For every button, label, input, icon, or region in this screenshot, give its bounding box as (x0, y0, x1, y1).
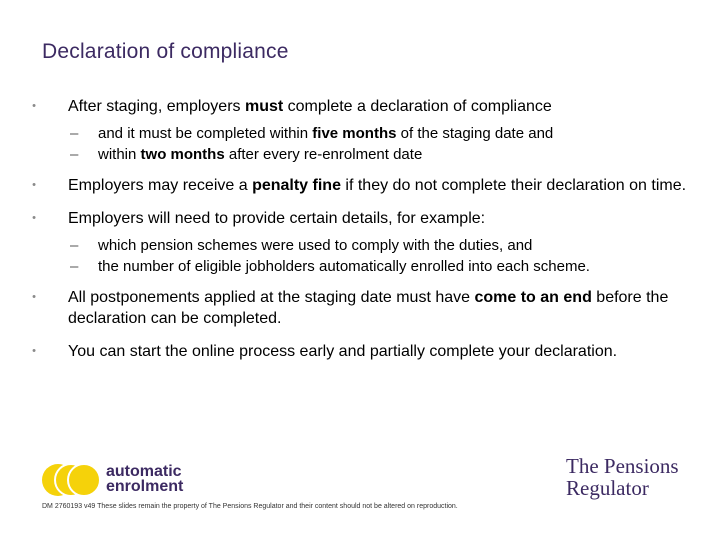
ae-circles-icon (40, 460, 104, 500)
bullet-marker: • (32, 212, 36, 224)
sub-text: which pension schemes were used to comply with the duties, and (98, 237, 533, 254)
sub-text: of the staging date and (396, 125, 554, 142)
bullet-text: if they do not complete their declaration on time. (340, 177, 687, 194)
sub-item (70, 256, 708, 277)
bullet-text: You can start the online process early and partially complete your declaration. (68, 343, 618, 360)
sub-emphasis: five months (312, 125, 397, 142)
bullet-emphasis: penalty fine (252, 177, 341, 194)
bullet-marker: • (32, 179, 36, 191)
bullet-item (28, 287, 708, 329)
bullet-marker: • (32, 100, 36, 112)
bullet-item (28, 175, 708, 196)
slide-title: Declaration of compliance (42, 40, 289, 63)
sub-text: and it must be completed within (98, 125, 313, 142)
tpr-logo-line2: Regulator (566, 476, 649, 500)
bullet-text: before the declaration can be completed. (68, 289, 669, 327)
sub-text: the number of eligible jobholders automatically enrolled into each scheme. (98, 258, 590, 275)
sub-text: within (98, 146, 141, 163)
pensions-regulator-logo (566, 455, 679, 499)
dash-marker: – (70, 237, 79, 254)
dash-marker: – (70, 258, 79, 275)
bullet-item (28, 208, 708, 229)
automatic-enrolment-logo (40, 460, 190, 500)
dash-marker: – (70, 125, 79, 142)
footer-text: DM 2760193 v49 These slides remain the property of The Pensions Regulator and their content should not be altered on reproduction. (42, 503, 458, 510)
bullet-marker: • (32, 345, 36, 357)
bullet-item (28, 96, 708, 117)
sub-text: after every re-enrolment date (224, 146, 423, 163)
sub-item (70, 144, 708, 165)
bullet-list (28, 96, 708, 368)
bullet-emphasis: come to an end (474, 289, 592, 306)
sub-emphasis: two months (140, 146, 225, 163)
dash-marker: – (70, 146, 79, 163)
bullet-text: After staging, employers (68, 98, 245, 115)
tpr-logo-line1: The Pensions (566, 454, 679, 478)
sub-item (70, 235, 708, 256)
ae-logo-line2: enrolment (106, 478, 184, 495)
bullet-text: Employers may receive a (68, 177, 253, 194)
bullet-emphasis: must (244, 98, 284, 115)
sub-list (70, 123, 708, 165)
bullet-text: All postponements applied at the staging date must have (68, 289, 475, 306)
bullet-text: complete a declaration of compliance (283, 98, 552, 115)
bullet-item (28, 341, 708, 362)
ae-logo-text (106, 464, 183, 494)
bullet-text: Employers will need to provide certain details, for example: (68, 210, 486, 227)
bullet-marker: • (32, 291, 36, 303)
ae-logo-line1: automatic (106, 463, 182, 480)
sub-item (70, 123, 708, 144)
sub-list (70, 235, 708, 277)
